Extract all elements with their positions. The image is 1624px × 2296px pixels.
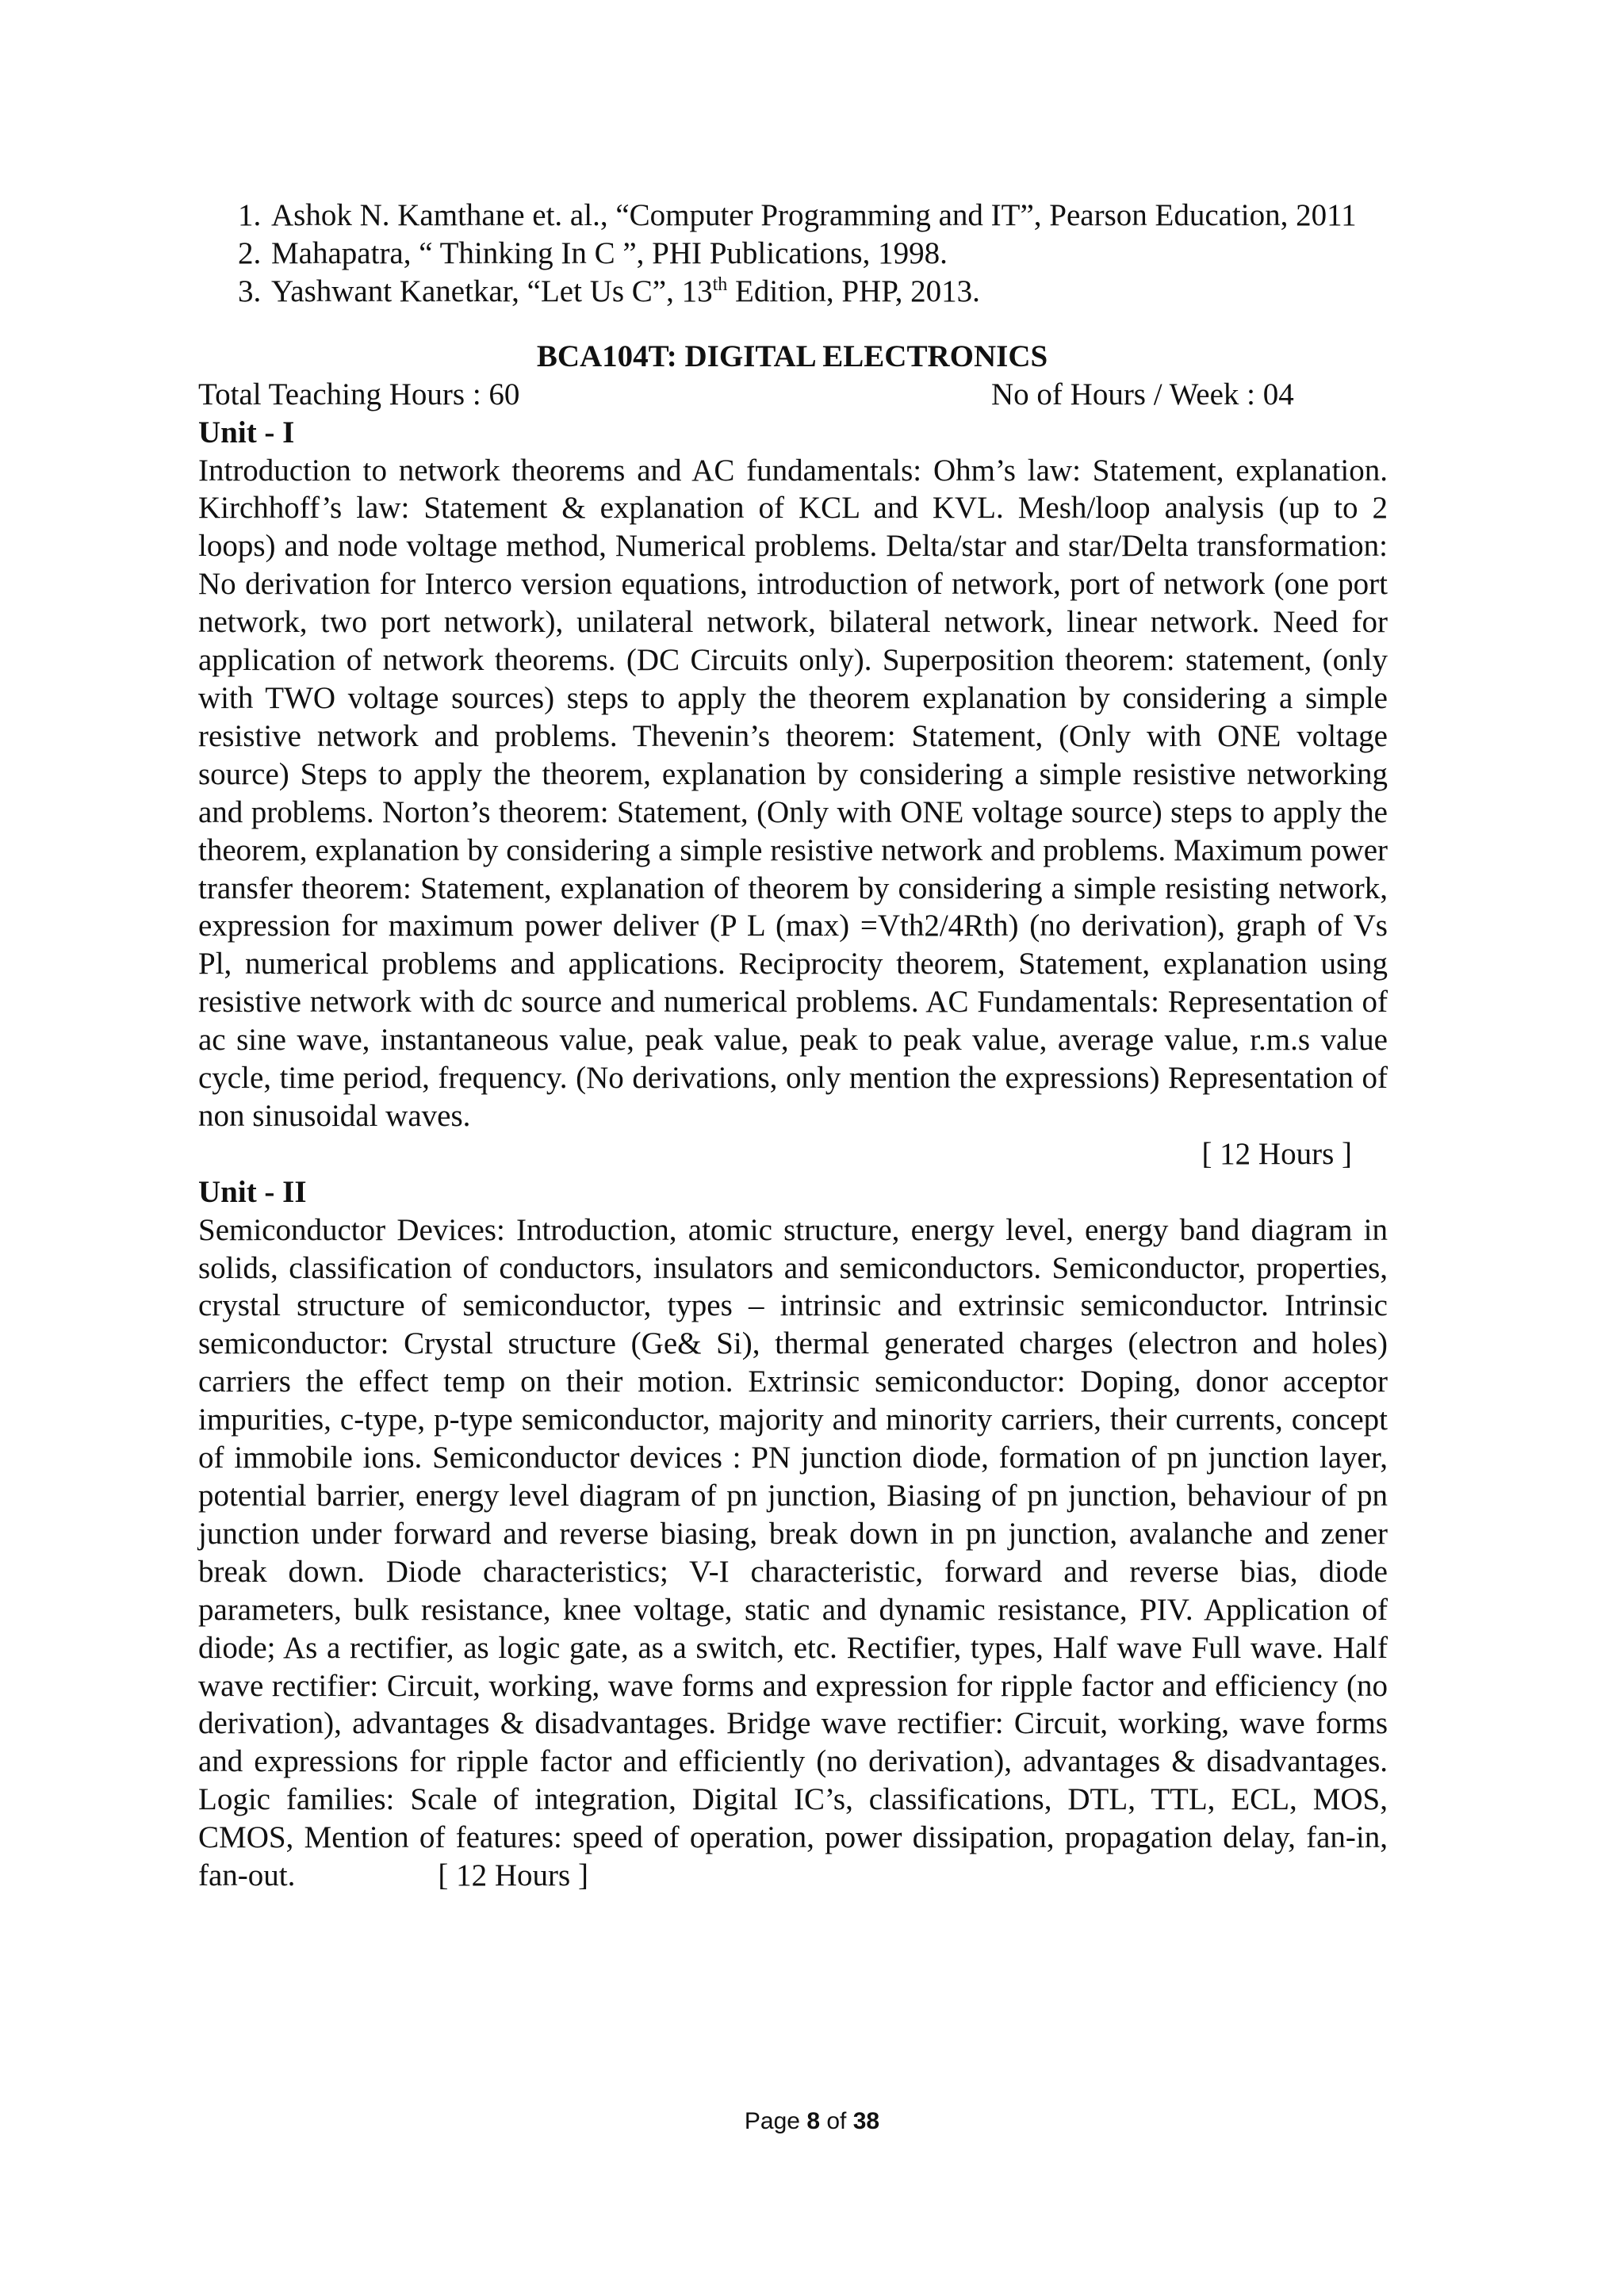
reference-superscript: th bbox=[712, 274, 728, 295]
reference-text: Mahapatra, “ Thinking In C ”, PHI Publications, 1998. bbox=[271, 235, 948, 270]
unit-hours: [ 12 Hours ] bbox=[1201, 1136, 1352, 1171]
page-footer bbox=[0, 2108, 1624, 2135]
page-content bbox=[198, 197, 1388, 1895]
course-title: BCA104T: DIGITAL ELECTRONICS bbox=[536, 339, 1048, 373]
unit-body bbox=[198, 1211, 1388, 1895]
unit-heading: Unit - I bbox=[198, 415, 295, 450]
unit-hours: [ 12 Hours ] bbox=[438, 1858, 588, 1893]
reference-item bbox=[198, 273, 1388, 311]
hours-per-week: No of Hours / Week : 04 bbox=[991, 377, 1294, 411]
reference-text-before: Yashwant Kanetkar, “Let Us C”, 13 bbox=[271, 274, 713, 308]
unit-body-text: Semiconductor Devices: Introduction, atomic structure, energy level, energy band diagram in solids, classification of conductors, insulators and semiconductors. Semiconductor, properties, crystal structure of semiconductor, types – intrinsic and extrinsic semiconductor. Intrinsic semiconductor: Crystal structure (Ge& Si), thermal generated charges (electron and holes) carriers the effect temp on their motion. Extrinsic semiconductor: Doping, donor acceptor impurities, c-type, p-type semiconductor, majority and minority carriers, their currents, concept of immobile ions. Semiconductor devices : PN junction diode, formation of pn junction layer, potential barrier, energy level diagram of pn junction, Biasing of pn junction, behaviour of pn junction under forward and reverse biasing, break down in pn junction, avalanche and zener break down. Diode characteristics; V-I characteristic, forward and reverse bias, diode parameters, bulk resistance, knee voltage, static and dynamic resistance, PIV. Application of diode; As a rectifier, as logic gate, as a switch, etc. Rectifier, types, Half wave Full wave. Half wave rectifier: Circuit, working, wave forms and expression for ripple factor and efficiency (no derivation), advantages & disadvantages. Bridge wave rectifier: Circuit, working, wave forms and expressions for ripple factor and efficiently (no derivation), advantages & disadvantages. Logic families: Scale of integration, Digital IC’s, classifications, DTL, TTL, ECL, MOS, CMOS, Mention of features: speed of operation, power dissipation, propagation delay, fan-in, fan-out. bbox=[198, 1212, 1388, 1893]
of-label: of bbox=[826, 2108, 847, 2134]
reference-text bbox=[271, 273, 1381, 311]
reference-number: 3. bbox=[238, 274, 262, 308]
reference-number: 2. bbox=[238, 235, 262, 270]
unit-heading: Unit - II bbox=[198, 1174, 307, 1209]
page-number: 8 bbox=[806, 2108, 820, 2134]
reference-number: 1. bbox=[238, 198, 262, 232]
total-pages: 38 bbox=[852, 2108, 880, 2134]
page-label: Page bbox=[744, 2108, 800, 2134]
reference-list bbox=[198, 197, 1388, 311]
reference-item bbox=[198, 197, 1388, 235]
reference-text-after: Edition, PHP, 2013. bbox=[727, 274, 980, 308]
reference-item bbox=[198, 235, 1388, 273]
total-teaching-hours: Total Teaching Hours : 60 bbox=[198, 377, 520, 411]
reference-text: Ashok N. Kamthane et. al., “Computer Programming and IT”, Pearson Education, 2011 bbox=[271, 198, 1357, 232]
unit-body: Introduction to network theorems and AC fundamentals: Ohm’s law: Statement, explanation. Kirchhoff’s law: Statement & explanation of KCL and KVL. Mesh/loop analysis (up to 2 loops) and node voltage method, Numerical problems. Delta/star and star/Delta transformation: No derivation for Interco version equations, introduction of network, port of network (one port network, two port network), unilateral network, bilateral network, linear network. Need for application of network theorems. (DC Circuits only). Superposition theorem: statement, (only with TWO voltage sources) steps to apply the theorem explanation by considering a simple resistive network and problems. Thevenin’s theorem: Statement, (Only with ONE voltage source) Steps to apply the theorem, explanation by considering a simple resistive networking and problems. Norton’s theorem: Statement, (Only with ONE voltage source) steps to apply the theorem, explanation by considering a simple resistive network and problems. Maximum power transfer theorem: Statement, explanation of theorem by considering a simple resisting network, expression for maximum power deliver (P L (max) =Vth2/4Rth) (no derivation), graph of Vs Pl, numerical problems and applications. Reciprocity theorem, Statement, explanation using resistive network with dc source and numerical problems. AC Fundamentals: Representation of ac sine wave, instantaneous value, peak value, peak to peak value, average value, r.m.s value cycle, time period, frequency. (No derivations, only mention the expressions) Representation of non sinusoidal waves. bbox=[198, 453, 1388, 1133]
course-hours-line bbox=[198, 376, 1388, 414]
